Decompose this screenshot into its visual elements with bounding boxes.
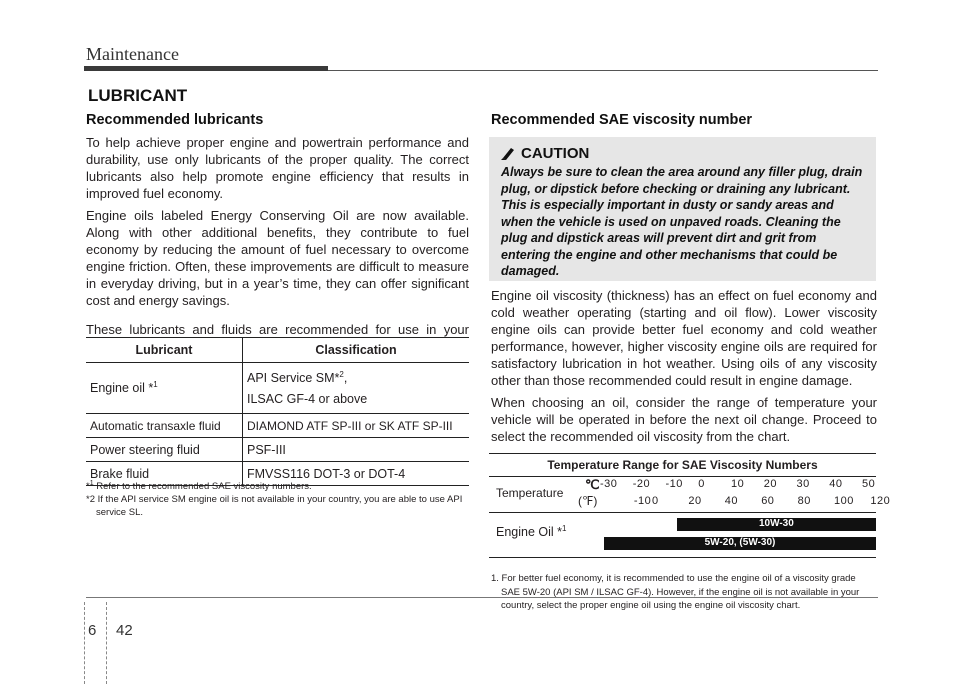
table-header: Classification xyxy=(243,338,470,363)
celsius-axis xyxy=(600,478,876,492)
engine-oil-label: Engine Oil *$^1$ xyxy=(496,524,567,540)
viscosity-chart xyxy=(489,453,891,560)
fahrenheit-tick-label: -10 xyxy=(633,495,652,507)
header-rule-dark xyxy=(84,66,328,71)
fahrenheit-unit: (℉) xyxy=(578,494,598,508)
celsius-tick-label: -20 xyxy=(632,478,651,490)
table-row xyxy=(86,363,469,414)
right-column xyxy=(491,287,877,450)
fahrenheit-tick-label: 100 xyxy=(833,495,854,507)
table-cell: Automatic transaxle fluid xyxy=(86,414,243,438)
table-cell: Engine oil *$^1$ xyxy=(86,363,243,414)
fahrenheit-tick-label: 60 xyxy=(761,495,775,507)
paragraph: These lubricants and fluids are recommended for use in your vehicle. xyxy=(86,322,469,354)
lubricant-table xyxy=(86,337,469,486)
page-title: LUBRICANT xyxy=(88,86,188,105)
footer-divider-left xyxy=(84,602,86,684)
paragraph: When choosing an oil, consider the range of temperature your vehicle will be operated in before the next oil change. Proceed to select the recommended oil viscosity from the chart. xyxy=(491,395,877,444)
celsius-tick-label: -30 xyxy=(600,478,618,490)
viscosity-grade-bar: 10W-30 xyxy=(677,518,876,531)
left-column xyxy=(86,112,469,360)
table-row xyxy=(86,414,469,438)
fahrenheit-tick-label: 20 xyxy=(688,495,702,507)
footnote-2: *2 If the API service SM engine oil is not available in your country, you are able to use API service SL. xyxy=(86,494,463,518)
celsius-tick-label: 30 xyxy=(796,478,810,490)
paragraph: To help achieve proper engine and powertrain performance and durability, use only lubricants of the proper quality. The correct lubricants also help promote engine efficiency that results in improved fuel economy. xyxy=(86,135,469,201)
temperature-label: Temperature xyxy=(496,486,564,500)
caution-box xyxy=(489,137,876,281)
caution-text: Always be sure to clean the area around any filler plug, drain plug, or dipstick before checking or draining any lubricant. This is especially important in dusty or sandy areas and when the vehicle is used on unpaved roads. Cleaning the plug and dipstick areas will prevent dirt and grit from entering the engine and other mechanisms that could be damaged. xyxy=(501,165,863,278)
footer-rule xyxy=(86,597,878,598)
header-rule-thin xyxy=(328,70,878,71)
celsius-tick-label: 10 xyxy=(731,478,745,490)
chart-title: Temperature Range for SAE Viscosity Numbers xyxy=(489,453,876,477)
celsius-tick-label: 0 xyxy=(698,478,705,490)
caution-title: CAUTION xyxy=(501,145,589,164)
fahrenheit-tick-label: 0 xyxy=(652,495,659,507)
paragraph: Engine oils labeled Energy Conserving Oil are now available. Along with other additional benefits, they contribute to fuel economy by reducing the amount of fuel necessary to overcome engine friction. Often, these improvements are difficult to measure in everyday driving, but in a year’s time, they can offer significant cost and energy savings. xyxy=(86,208,469,308)
celsius-unit: ℃ xyxy=(585,477,600,492)
fahrenheit-tick-label: 80 xyxy=(797,495,811,507)
left-heading: Recommended lubricants xyxy=(86,112,264,128)
temperature-row xyxy=(489,476,891,513)
fahrenheit-axis xyxy=(604,495,891,509)
footer-divider-mid xyxy=(106,602,108,684)
celsius-tick-label: -10 xyxy=(665,478,683,490)
table-cell: Power steering fluid xyxy=(86,438,243,462)
table-cell: PSF-III xyxy=(243,438,470,462)
fahrenheit-tick-label: 120 xyxy=(870,495,891,507)
engine-oil-row xyxy=(489,513,876,558)
paragraph: Engine oil viscosity (thickness) has an effect on fuel economy and cold weather operating (starting and oil flow). Lower viscosity engine oils can provide better fuel economy and cold weather performance, however, higher viscosity engine oils are required for satisfactory lubrication in hot weather. Using oils of any viscosity other than those recommended could result in engine damage. xyxy=(491,288,877,388)
celsius-tick-label: 20 xyxy=(763,478,777,490)
chart-footnote: 1. For better fuel economy, it is recommended to use the engine oil of a viscosity grade SAE 5W-20 (API SM / ILSAC GF-4). However, if the engine oil is not available in your country, select the proper engine oil using the engine oil viscosity chart. xyxy=(491,573,860,611)
table-cell: DIAMOND ATF SP-III or SK ATF SP-III xyxy=(243,414,470,438)
celsius-tick-label: 50 xyxy=(862,478,876,490)
chapter-number: 6 xyxy=(88,622,97,639)
table-cell: FMVSS116 DOT-3 or DOT-4 xyxy=(243,462,470,486)
table-cell: Brake fluid xyxy=(86,462,243,486)
celsius-tick-label: 40 xyxy=(829,478,843,490)
table-cell: API Service SM*$^2$, ILSAC GF-4 or above xyxy=(243,363,470,414)
page-number: 42 xyxy=(116,622,133,639)
warning-pencil-icon xyxy=(501,147,516,164)
viscosity-grade-bar: 5W-20, (5W-30) xyxy=(604,537,876,550)
table-row xyxy=(86,438,469,462)
fahrenheit-tick-label: 40 xyxy=(724,495,739,507)
section-label: Maintenance xyxy=(86,44,179,64)
footnote-1: *$^1$ Refer to the recommended SAE viscosity numbers. xyxy=(86,480,312,493)
right-heading: Recommended SAE viscosity number xyxy=(491,112,753,128)
grade-area xyxy=(604,516,876,554)
table-header: Lubricant xyxy=(86,338,243,363)
